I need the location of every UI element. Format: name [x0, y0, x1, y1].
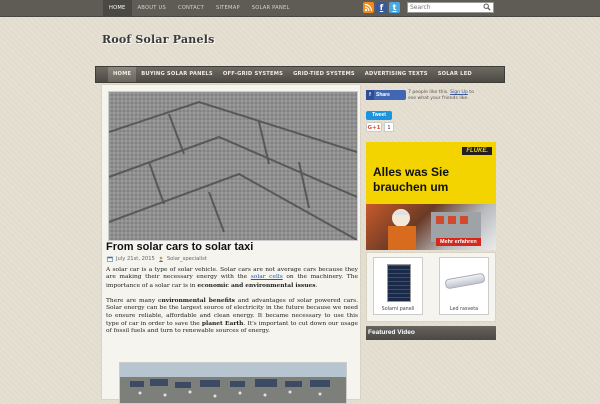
search-input[interactable]	[408, 3, 484, 12]
twitter-icon[interactable]: t	[389, 2, 400, 13]
main-nav-off-grid-systems[interactable]: OFF-GRID SYSTEMS	[222, 71, 284, 77]
product-led[interactable]	[439, 257, 489, 315]
google-plus-count: 1	[384, 122, 394, 132]
facebook-icon[interactable]: f	[376, 2, 387, 13]
post-title[interactable]: From solar cars to solar taxi	[106, 241, 254, 253]
post-paragraph-2: There are many environmental benefits and advantages of solar powered cars. Solar energy can be the largest source of electricity in the future because we need to ensure reliable, affordable and clean energy. It became necessary to use this type of car in order to save the planet Earth. It's important to cut down our usage of fossil fuels and turn to renewable sources of energy.	[106, 297, 359, 335]
top-nav-contact[interactable]: CONTACT	[177, 5, 204, 11]
product-caption: Solarni paneli	[381, 307, 415, 312]
main-nav-buying-solar-panels[interactable]: BUYING SOLAR PANELS	[141, 71, 213, 77]
ad-cta-button[interactable]: Mehr erfahren	[436, 238, 481, 246]
google-plus-button[interactable]: G+1	[366, 122, 382, 132]
main-nav-home[interactable]: HOME	[108, 67, 136, 82]
fluke-ad-banner[interactable]	[366, 142, 496, 250]
solar-panel-image	[387, 264, 411, 302]
facebook-share-button[interactable]: f Share	[366, 90, 406, 100]
facebook-icon: f	[366, 90, 374, 100]
product-solar-panel[interactable]	[373, 257, 423, 315]
author-icon	[158, 256, 164, 262]
ad-headline: Alles was Sie brauchen um	[373, 165, 450, 194]
search-icon[interactable]	[482, 3, 491, 12]
product-caption: Led rasveta	[449, 307, 479, 312]
main-nav-solar-led[interactable]: SOLAR LED	[437, 71, 472, 77]
tweet-button[interactable]: Tweet	[366, 111, 392, 120]
top-nav-sitemap[interactable]: SITEMAP	[215, 5, 240, 11]
rss-icon[interactable]	[363, 2, 374, 13]
featured-video-header	[366, 326, 496, 340]
product-widget	[366, 252, 496, 322]
post-paragraph-1: A solar car is a type of solar vehicle. Solar cars are not average cars because they are making their necessary energy with the solar cells on the machinery. The importance of a solar car is in economic and environmental issues.	[106, 267, 358, 289]
top-nav-solar-panel[interactable]: SOLAR PANEL	[251, 5, 290, 11]
search-box	[407, 2, 494, 13]
top-bar	[0, 0, 600, 17]
top-nav	[103, 0, 296, 16]
main-nav-advertising-texts[interactable]: ADVERTISING TEXTS	[364, 71, 428, 77]
calendar-icon	[107, 256, 113, 262]
main-nav-grid-tied-systems[interactable]: GRID-TIED SYSTEMS	[293, 71, 355, 77]
fluke-logo: FLUKE.	[462, 147, 492, 155]
main-content	[101, 84, 361, 400]
top-nav-home[interactable]: HOME	[103, 0, 132, 16]
post-meta	[107, 256, 207, 262]
featured-video-title: Featured Video	[368, 329, 415, 336]
post-author[interactable]: Solar_specialist	[166, 256, 207, 262]
post-image-2[interactable]	[119, 362, 347, 404]
facebook-like-text: 7 people like this. Sign Up to see what your friends like.	[408, 90, 474, 101]
facebook-signup-link[interactable]: Sign Up	[450, 90, 468, 95]
main-nav	[95, 66, 505, 83]
top-nav-about-us[interactable]: ABOUT US	[137, 5, 166, 11]
led-light-image	[444, 273, 485, 290]
solar-cells-link[interactable]: solar cells	[250, 274, 283, 281]
site-logo[interactable]: Roof Solar Panels	[102, 33, 215, 46]
post-date: July 21st, 2015	[116, 256, 155, 262]
featured-image[interactable]	[108, 91, 358, 241]
